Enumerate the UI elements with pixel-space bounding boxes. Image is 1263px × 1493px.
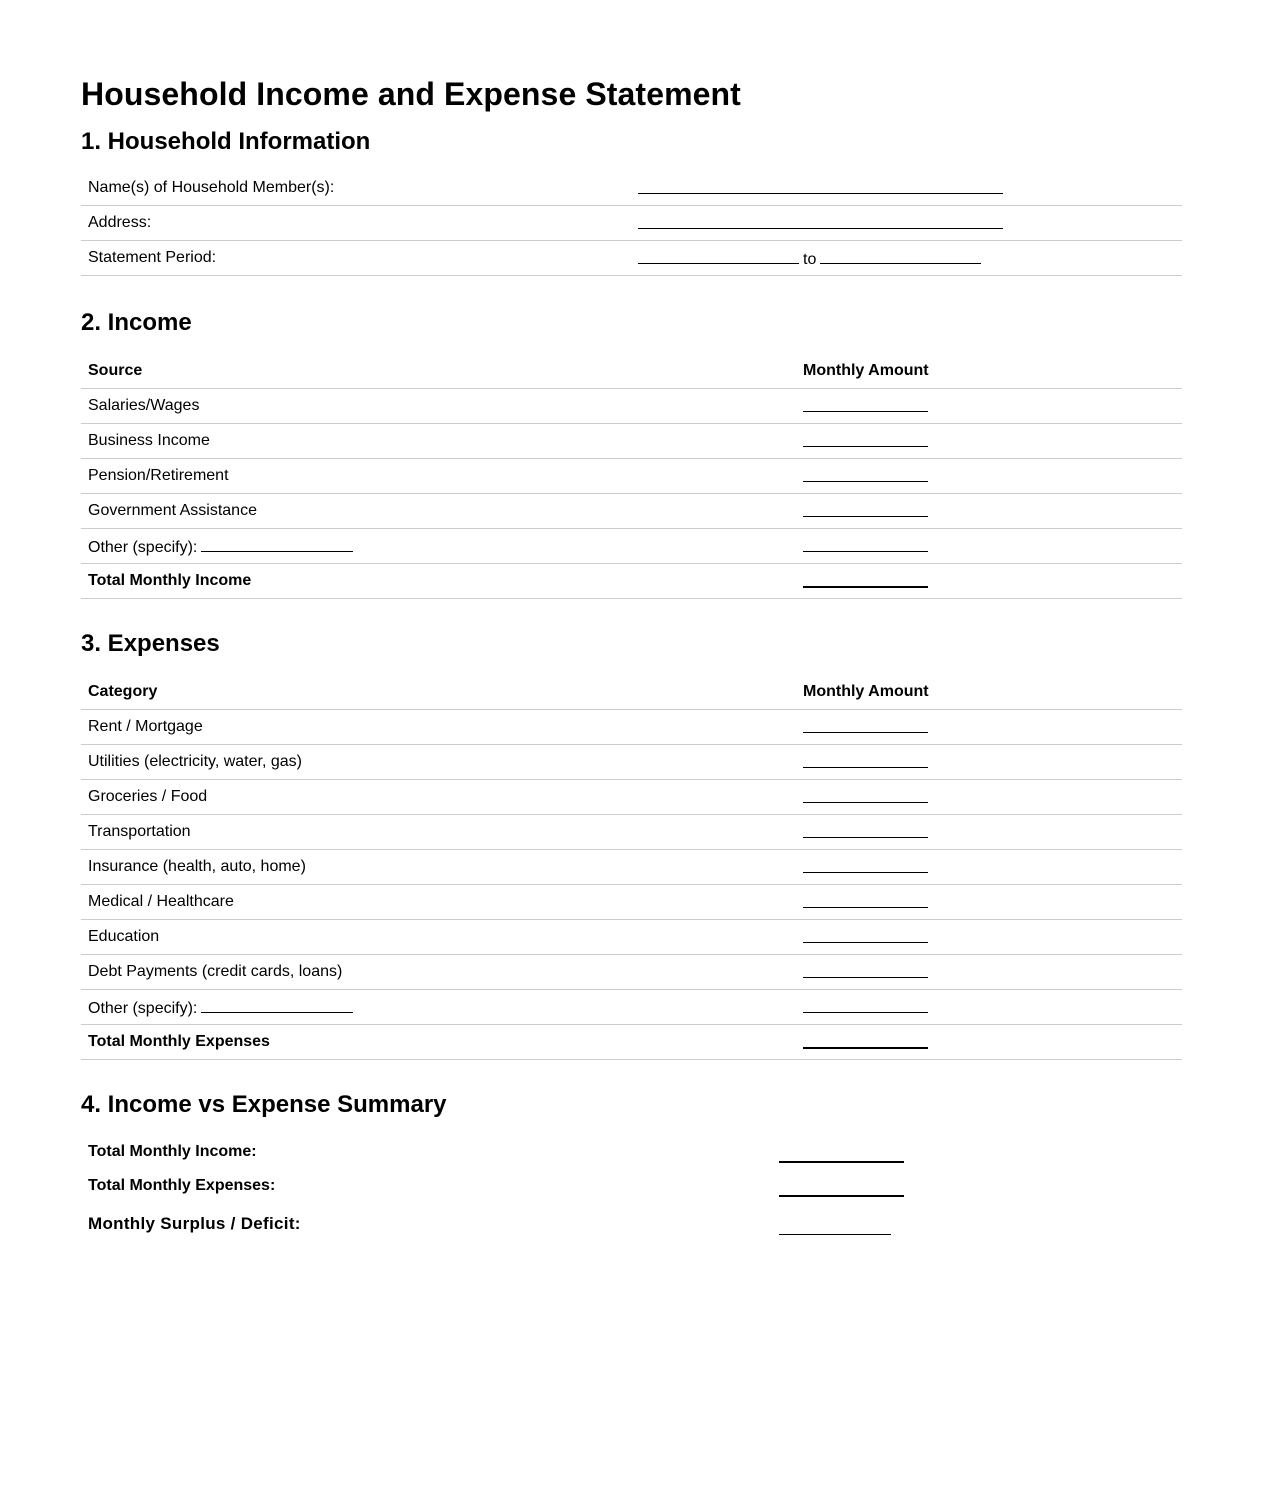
page-title: Household Income and Expense Statement	[81, 76, 741, 112]
table-row	[81, 780, 1182, 815]
expense-row-label: Insurance (health, auto, home)	[81, 850, 796, 885]
summary-expenses-label: Total Monthly Expenses:	[88, 1177, 276, 1194]
table-row	[81, 955, 1182, 990]
amount-field[interactable]	[803, 716, 928, 733]
expenses-col-amount: Monthly Amount	[796, 675, 1182, 710]
table-row	[81, 459, 1182, 494]
income-row-label: Government Assistance	[81, 494, 796, 529]
household-heading: 1. Household Information	[81, 128, 371, 155]
amount-field[interactable]	[803, 500, 928, 517]
summary-expenses-row	[88, 1177, 275, 1195]
income-col-source: Source	[81, 354, 796, 389]
summary-surplus-field[interactable]	[779, 1214, 891, 1235]
income-row-label: Pension/Retirement	[81, 459, 796, 494]
expenses-col-category: Category	[81, 675, 796, 710]
address-field[interactable]	[638, 212, 1003, 229]
amount-field[interactable]	[803, 430, 928, 447]
expenses-total-row	[81, 1025, 1182, 1060]
expense-row-label: Groceries / Food	[81, 780, 796, 815]
household-table	[81, 171, 1182, 276]
amount-field[interactable]	[803, 996, 928, 1013]
income-total-row	[81, 564, 1182, 599]
amount-field[interactable]	[803, 856, 928, 873]
income-other-label: Other (specify):	[88, 539, 198, 556]
summary-surplus-label: Monthly Surplus / Deficit:	[88, 1214, 301, 1233]
summary-expenses-field[interactable]	[779, 1177, 904, 1197]
income-total-field[interactable]	[803, 570, 928, 588]
expense-row-label: Debt Payments (credit cards, loans)	[81, 955, 796, 990]
amount-field[interactable]	[803, 926, 928, 943]
expenses-total-field[interactable]	[803, 1031, 928, 1049]
income-row-label: Salaries/Wages	[81, 389, 796, 424]
expenses-section	[81, 630, 1182, 1060]
summary-heading: 4. Income vs Expense Summary	[81, 1091, 447, 1118]
income-table	[81, 354, 1182, 599]
table-row	[81, 424, 1182, 459]
address-label: Address:	[81, 206, 631, 241]
expense-row-label: Utilities (electricity, water, gas)	[81, 745, 796, 780]
table-row	[81, 850, 1182, 885]
amount-field[interactable]	[803, 961, 928, 978]
period-start-field[interactable]	[638, 247, 799, 264]
income-other-specify-field[interactable]	[201, 535, 353, 552]
expenses-header-row	[81, 675, 1182, 710]
income-col-amount: Monthly Amount	[796, 354, 1182, 389]
income-row-label: Business Income	[81, 424, 796, 459]
expense-other-specify-field[interactable]	[201, 996, 353, 1013]
income-header-row	[81, 354, 1182, 389]
period-end-field[interactable]	[820, 247, 981, 264]
table-row	[81, 745, 1182, 780]
expenses-table	[81, 675, 1182, 1060]
table-row	[81, 885, 1182, 920]
expenses-heading: 3. Expenses	[81, 630, 220, 657]
expense-other-label: Other (specify):	[88, 1000, 198, 1017]
table-row	[81, 710, 1182, 745]
table-row	[81, 920, 1182, 955]
amount-field[interactable]	[803, 786, 928, 803]
amount-field[interactable]	[803, 395, 928, 412]
members-label: Name(s) of Household Member(s):	[81, 171, 631, 206]
household-section	[81, 128, 1182, 276]
expense-row-label: Medical / Healthcare	[81, 885, 796, 920]
income-heading: 2. Income	[81, 309, 192, 336]
summary-section	[81, 1091, 1182, 1251]
table-row	[81, 389, 1182, 424]
period-label: Statement Period:	[81, 241, 631, 276]
summary-surplus-row	[88, 1214, 301, 1234]
address-row	[81, 206, 1182, 241]
expense-row-label: Rent / Mortgage	[81, 710, 796, 745]
amount-field[interactable]	[803, 751, 928, 768]
members-field[interactable]	[638, 177, 1003, 194]
expenses-total-label: Total Monthly Expenses	[81, 1025, 796, 1060]
income-total-label: Total Monthly Income	[81, 564, 796, 599]
period-to-label: to	[803, 251, 817, 268]
expense-row-label: Education	[81, 920, 796, 955]
summary-income-label: Total Monthly Income:	[88, 1143, 257, 1160]
table-row	[81, 815, 1182, 850]
table-row	[81, 494, 1182, 529]
table-row	[81, 529, 1182, 564]
members-row	[81, 171, 1182, 206]
summary-income-row	[88, 1143, 257, 1161]
amount-field[interactable]	[803, 535, 928, 552]
expense-row-label: Transportation	[81, 815, 796, 850]
summary-income-field[interactable]	[779, 1143, 904, 1163]
amount-field[interactable]	[803, 891, 928, 908]
period-row	[81, 241, 1182, 276]
table-row	[81, 990, 1182, 1025]
income-section	[81, 309, 1182, 599]
amount-field[interactable]	[803, 465, 928, 482]
amount-field[interactable]	[803, 821, 928, 838]
